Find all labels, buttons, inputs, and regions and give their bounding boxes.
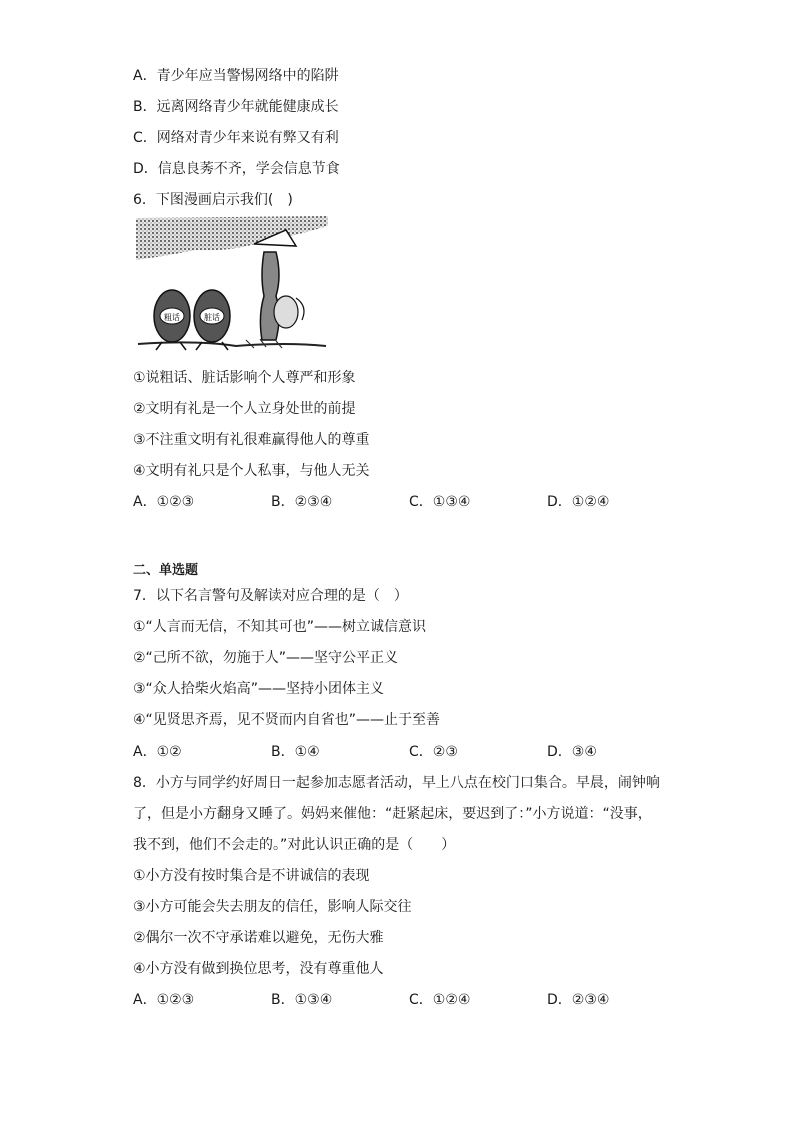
person-with-umbrella: [254, 230, 304, 340]
q8-stem-line-2: 了，但是小方翻身又睡了。妈妈来催他：“赶紧起床，要迟到了：”小方说道：“没事，: [133, 806, 652, 822]
mouth-figure-left: [154, 290, 190, 350]
speckled-cloud: [136, 216, 328, 260]
q8-statement-4: ④小方没有做到换位思考，没有尊重他人: [133, 961, 384, 977]
q8-choice-b[interactable]: B．①③④: [271, 992, 333, 1008]
q8-statement-2: ③小方可能会失去朋友的信任，影响人际交往: [133, 899, 412, 915]
q5-option-a: A．青少年应当警惕网络中的陷阱: [133, 68, 339, 84]
q7-statement-1: ①“人言而无信，不知其可也”——树立诚信意识: [133, 619, 427, 635]
mouth-figure-right: [194, 290, 230, 350]
q8-choice-c[interactable]: C．①②④: [409, 992, 471, 1008]
q8-choices: [133, 991, 693, 1009]
q7-choice-a[interactable]: A．①②: [133, 744, 182, 760]
q7-statement-2: ②“己所不欲，勿施于人”——坚守公平正义: [133, 650, 399, 666]
q7-choices: [133, 743, 693, 761]
q8-choice-a[interactable]: A．①②③: [133, 992, 195, 1008]
q6-choices: [133, 493, 693, 511]
q5-option-b: B．远离网络青少年就能健康成长: [133, 99, 339, 115]
q7-choice-c[interactable]: C．②③: [409, 744, 458, 760]
q8-stem-line-3: 我不到，他们不会走的。”对此认识正确的是（ ）: [133, 837, 456, 853]
q6-statement-1: ①说粗话、脏话影响个人尊严和形象: [133, 370, 356, 386]
q6-stem: 6．下图漫画启示我们( ): [133, 192, 293, 208]
cartoon-label-left: 粗话: [164, 313, 180, 322]
q6-choice-d[interactable]: D．①②④: [547, 494, 610, 510]
q7-choice-b[interactable]: B．①④: [271, 744, 320, 760]
q8-choice-d[interactable]: D．②③④: [547, 992, 610, 1008]
q5-option-d: D．信息良莠不齐，学会信息节食: [133, 161, 340, 177]
q6-statement-2: ②文明有礼是一个人立身处世的前提: [133, 401, 356, 417]
q6-choice-a[interactable]: A．①②③: [133, 494, 195, 510]
q7-statement-3: ③“众人拾柴火焰高”——坚持小团体主义: [133, 681, 385, 697]
q6-choice-c[interactable]: C．①③④: [409, 494, 471, 510]
q8-statement-3: ②偶尔一次不守承诺难以避免，无伤大雅: [133, 930, 384, 946]
q8-stem-line-1: 8．小方与同学约好周日一起参加志愿者活动，早上八点在校门口集合。早晨，闹钟响: [133, 775, 660, 791]
cartoon-label-right: 脏话: [204, 313, 220, 322]
q6-statement-3: ③不注重文明有礼很难赢得他人的尊重: [133, 432, 370, 448]
q5-option-c: C．网络对青少年来说有弊又有利: [133, 130, 339, 146]
q7-choice-d[interactable]: D．③④: [547, 744, 597, 760]
section-title: 二、单选题: [133, 563, 199, 578]
q7-statement-4: ④“见贤思齐焉，见不贤而内自省也”——止于至善: [133, 712, 441, 728]
cartoon-image: [136, 216, 328, 352]
q6-statement-4: ④文明有礼只是个人私事，与他人无关: [133, 463, 370, 479]
q7-stem: 7．以下名言警句及解读对应合理的是（ ）: [133, 588, 408, 604]
q6-choice-b[interactable]: B．②③④: [271, 494, 333, 510]
q8-statement-1: ①小方没有按时集合是不讲诚信的表现: [133, 868, 370, 884]
